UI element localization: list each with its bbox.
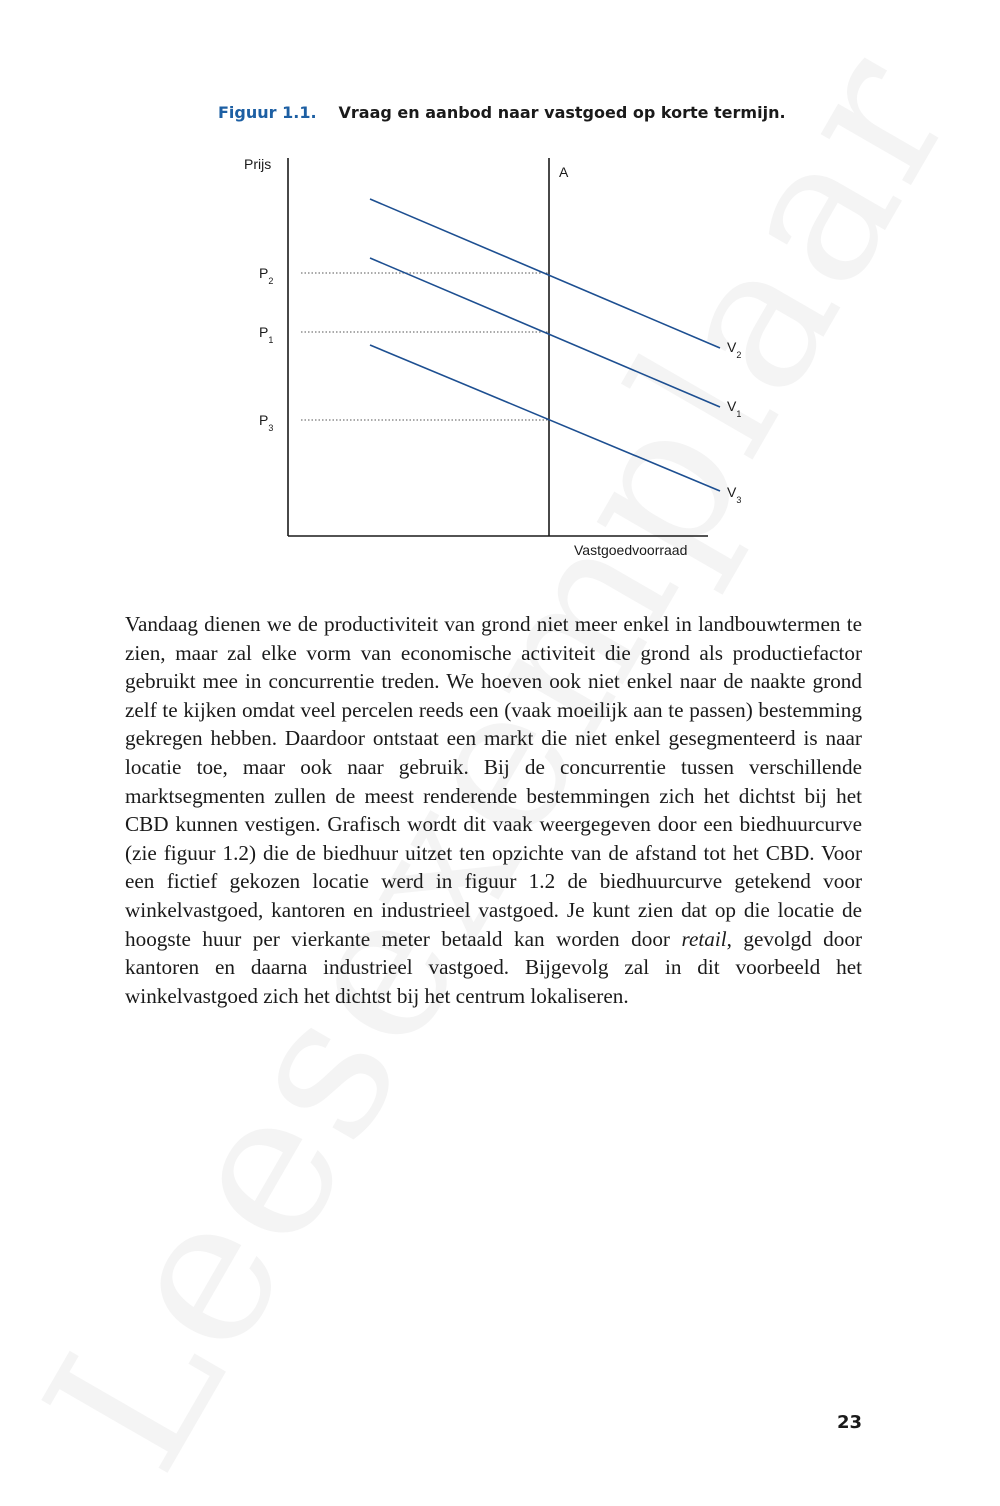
y-axis-label: Prijs	[244, 156, 272, 172]
body-paragraph	[125, 610, 862, 1010]
curve-label-v3: $V_3$	[727, 484, 742, 505]
curve-label-v1: $V_1$	[727, 398, 742, 419]
demand-curve-v2	[370, 199, 720, 348]
supply-label: A	[559, 164, 569, 180]
figure-title: Vraag en aanbod naar vastgoed op korte termijn.	[338, 103, 786, 122]
curve-label-v2: $V_2$	[727, 339, 742, 360]
paragraph-italic-retail: retail	[681, 926, 727, 951]
figure-label: Figuur 1.1.	[218, 103, 317, 122]
demand-curve-v1	[370, 258, 720, 407]
supply-demand-chart	[0, 0, 1000, 600]
paragraph-text-1: Vandaag dienen we de productiviteit van grond niet meer enkel in landbouwtermen te zien, maar zal elke vorm van economische activiteit die grond als productiefactor gebruikt mee in concurrentie treden. We hoeven ook niet enkel naar de naakte grond zelf te kijken omdat veel percelen reeds een (vaak moeilijk aan te passen) bestemming gekregen hebben. Daardoor ontstaat een markt die niet enkel gesegmenteerd is naar locatie toe, maar ook naar gebruik. Bij de concurrentie tussen verschillende marktsegmenten zullen de meest renderende bestemmingen zich het dichtst bij het CBD kunnen vestigen. Grafisch wordt dit vaak weergegeven door een biedhuurcurve (zie figuur 1.2) die de biedhuur uitzet ten opzichte van de afstand tot het CBD. Voor een fictief gekozen locatie werd in figuur 1.2 de biedhuurcurve getekend voor winkelvastgoed, kantoren en industrieel vastgoed. Je kunt zien dat op die locatie de hoogste huur per vierkante meter betaald kan worden door	[125, 612, 862, 951]
price-label-p3: $P_3$	[259, 412, 274, 433]
price-label-p1: $P_1$	[259, 324, 274, 345]
page-number: 23	[836, 1412, 862, 1433]
paragraph-text-2: , gevolgd door kantoren en daarna industrieel vastgoed. Bijgevolg zal in dit voorbeeld het winkelvastgoed zich het dichtst bij het centrum lokaliseren.	[125, 926, 862, 1008]
x-axis-label: Vastgoedvoorraad	[574, 542, 688, 558]
price-label-p2: $P_2$	[259, 265, 274, 286]
demand-curve-v3	[370, 345, 720, 491]
